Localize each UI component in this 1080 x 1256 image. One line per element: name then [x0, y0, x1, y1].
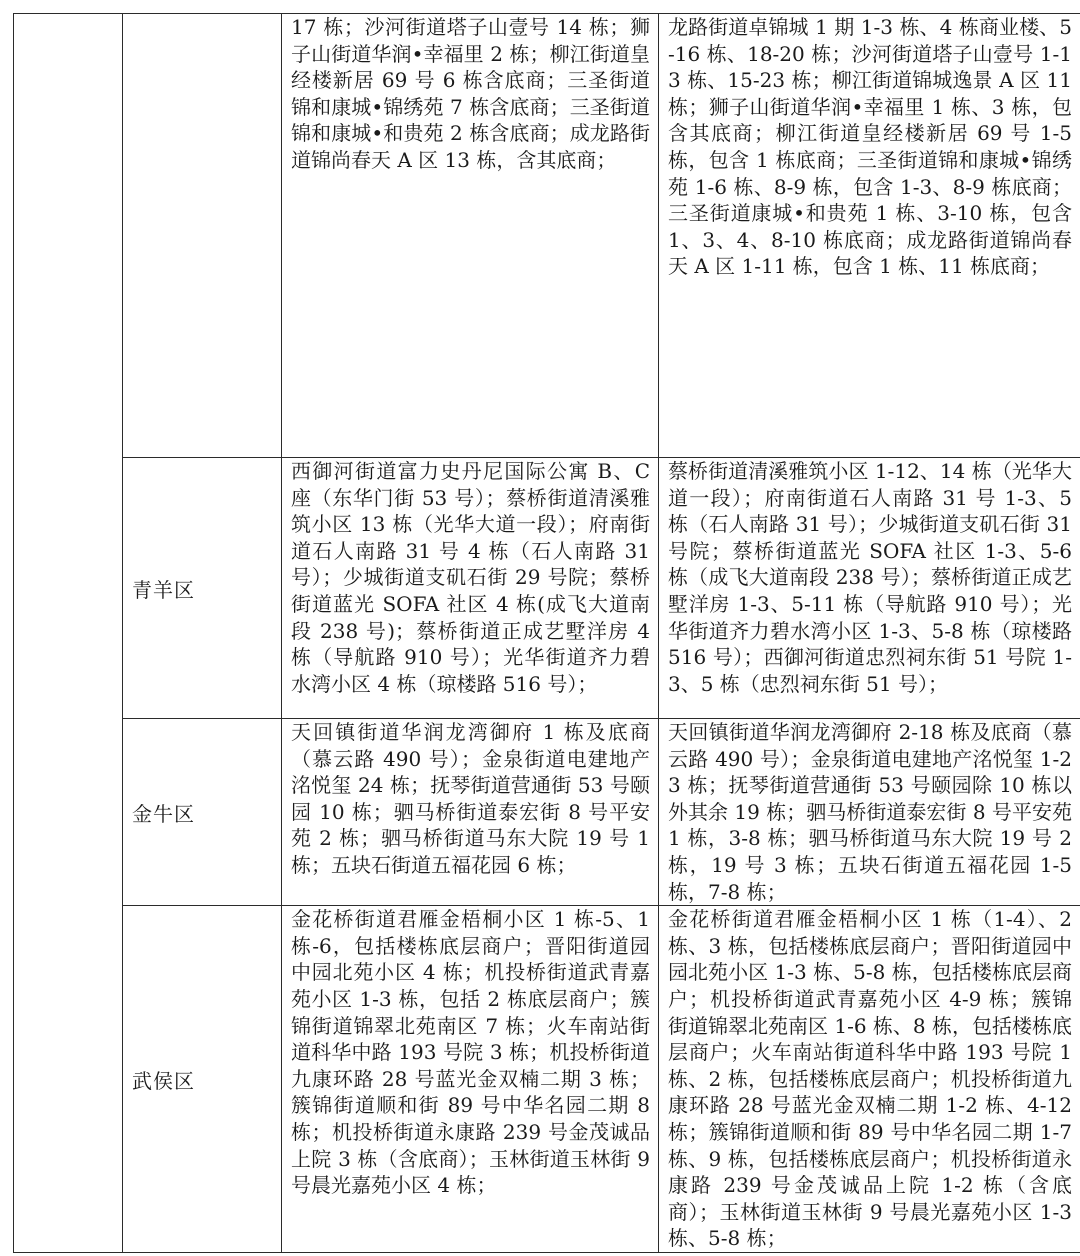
scope-cell-a [282, 14, 659, 458]
scope-cell-b [659, 906, 1080, 1253]
district-name: 武侯区 [132, 1068, 195, 1093]
scope-cell-a [282, 906, 659, 1253]
district-cell [123, 458, 282, 719]
scope-text-b: 天回镇街道华润龙湾御府 2-18 栋及底商（慕云路 490 号）；金泉街道电建地产洺悦玺 1-23 栋；抚琴街道营通街 53 号颐园除 10 栋以外其余 19 栋；驷马桥街道泰宏街 8 号平安苑 1 栋，3-8 栋；驷马桥街道马东大院 19 号 2 栋，19 号 3 栋；五块石街道五福花园 1-5 栋，7-8 栋； [668, 720, 1072, 904]
table-row [14, 906, 1080, 1253]
scope-text-b: 蔡桥街道清溪雅筑小区 1-12、14 栋（光华大道一段）；府南街道石人南路 31 号 1-3、5 栋（石人南路 31 号）；少城街道支矶石街 31 号院；蔡桥街道蓝光 SOFA 社区 1-3、5-6 栋（成飞大道南段 238 号）；蔡桥街道正成艺墅洋房 1-3、5-11 栋（导航路 910 号）；光华街道齐力碧水湾小区 1-3、5-8 栋（琼楼路 516 号）；西御河街道忠烈祠东街 51 号院 1-3、5 栋（忠烈祠东街 51 号）； [668, 459, 1072, 696]
scope-text-b: 金花桥街道君雁金梧桐小区 1 栋（1-4）、2 栋、3 栋，包括楼栋底层商户；晋阳街道园中园北苑小区 1-3 栋、5-8 栋，包括楼栋底层商户；机投桥街道武青嘉苑小区 4-9 栋；簇锦街道锦翠北苑南区 1-6 栋、8 栋，包括楼栋底层商户；火车南站街道科华中路 193 号院 1 栋、2 栋，包括楼栋底层商户；机投桥街道九康环路 28 号蓝光金双楠二期 1-2 栋、4-12 栋；簇锦街道顺和街 89 号中华名园二期 1-7 栋、9 栋，包括楼栋底层商户；机投桥街道永康路 239 号金茂诚品上院 1-2 栋（含底商）；玉林街道玉林街 9 号晨光嘉苑小区 1-3 栋、5-8 栋； [668, 907, 1073, 1251]
scope-cell-b [659, 14, 1080, 458]
outer-merged-cell [14, 14, 123, 1253]
district-cell [123, 719, 282, 906]
table-row [14, 14, 1080, 458]
table-row [14, 458, 1080, 719]
scope-text-b: 龙路街道卓锦城 1 期 1-3 栋、4 栋商业楼、5-16 栋、18-20 栋；沙河街道塔子山壹号 1-13 栋、15-23 栋；柳江街道锦城逸景 A 区 11 栋；狮子山街道华润•幸福里 1 栋、3 栋，包含其底商；柳江街道皇经楼新居 69 号 1-5 栋，包含 1 栋底商；三圣街道锦和康城•锦绣苑 1-6 栋、8-9 栋，包含 1-3、8-9 栋底商；三圣街道康城•和贵苑 1 栋、3-10 栋，包含 1、3、4、8-10 栋底商；成龙路街道锦尚春天 A 区 1-11 栋，包含 1 栋、11 栋底商； [668, 15, 1072, 279]
district-cell [123, 14, 282, 458]
document-table [13, 13, 1080, 1253]
district-name: 金牛区 [132, 801, 195, 826]
scope-text-a: 17 栋；沙河街道塔子山壹号 14 栋；狮子山街道华润•幸福里 2 栋；柳江街道皇经楼新居 69 号 6 栋含底商；三圣街道锦和康城•锦绣苑 7 栋含底商；三圣街道锦和康城•和贵苑 2 栋含底商；成龙路街道锦尚春天 A 区 13 栋，含其底商； [291, 15, 650, 172]
scope-cell-b [659, 458, 1080, 719]
scope-cell-b [659, 719, 1080, 906]
district-cell [123, 906, 282, 1253]
scope-text-a: 金花桥街道君雁金梧桐小区 1 栋-5、1 栋-6，包括楼栋底层商户；晋阳街道园中园北苑小区 4 栋；机投桥街道武青嘉苑小区 1-3 栋，包括 2 栋底层商户；簇锦街道锦翠北苑南区 7 栋；火车南站街道科华中路 193 号院 3 栋；机投桥街道九康环路 28 号蓝光金双楠二期 3 栋；簇锦街道顺和街 89 号中华名园二期 8 栋；机投桥街道永康路 239 号金茂诚品上院 3 栋（含底商）；玉林街道玉林街 9 号晨光嘉苑小区 4 栋； [291, 907, 650, 1198]
district-name: 青羊区 [132, 577, 195, 602]
scope-cell-a [282, 719, 659, 906]
scope-cell-a [282, 458, 659, 719]
scope-text-a: 西御河街道富力史丹尼国际公寓 B、C 座（东华门街 53 号）；蔡桥街道清溪雅筑小区 13 栋（光华大道一段）；府南街道石人南路 31 号 4 栋（石人南路 31 号）；少城街道支矶石街 29 号院；蔡桥街道蓝光 SOFA 社区 4 栋(成飞大道南段 238 号)；蔡桥街道正成艺墅洋房 4 栋（导航路 910 号）；光华街道齐力碧水湾小区 4 栋（琼楼路 516 号）； [291, 459, 650, 696]
scope-text-a: 天回镇街道华润龙湾御府 1 栋及底商（慕云路 490 号）；金泉街道电建地产洺悦玺 24 栋；抚琴街道营通街 53 号颐园 10 栋；驷马桥街道泰宏街 8 号平安苑 2 栋；驷马桥街道马东大院 19 号 1 栋；五块石街道五福花园 6 栋； [291, 720, 650, 877]
table-row [14, 719, 1080, 906]
